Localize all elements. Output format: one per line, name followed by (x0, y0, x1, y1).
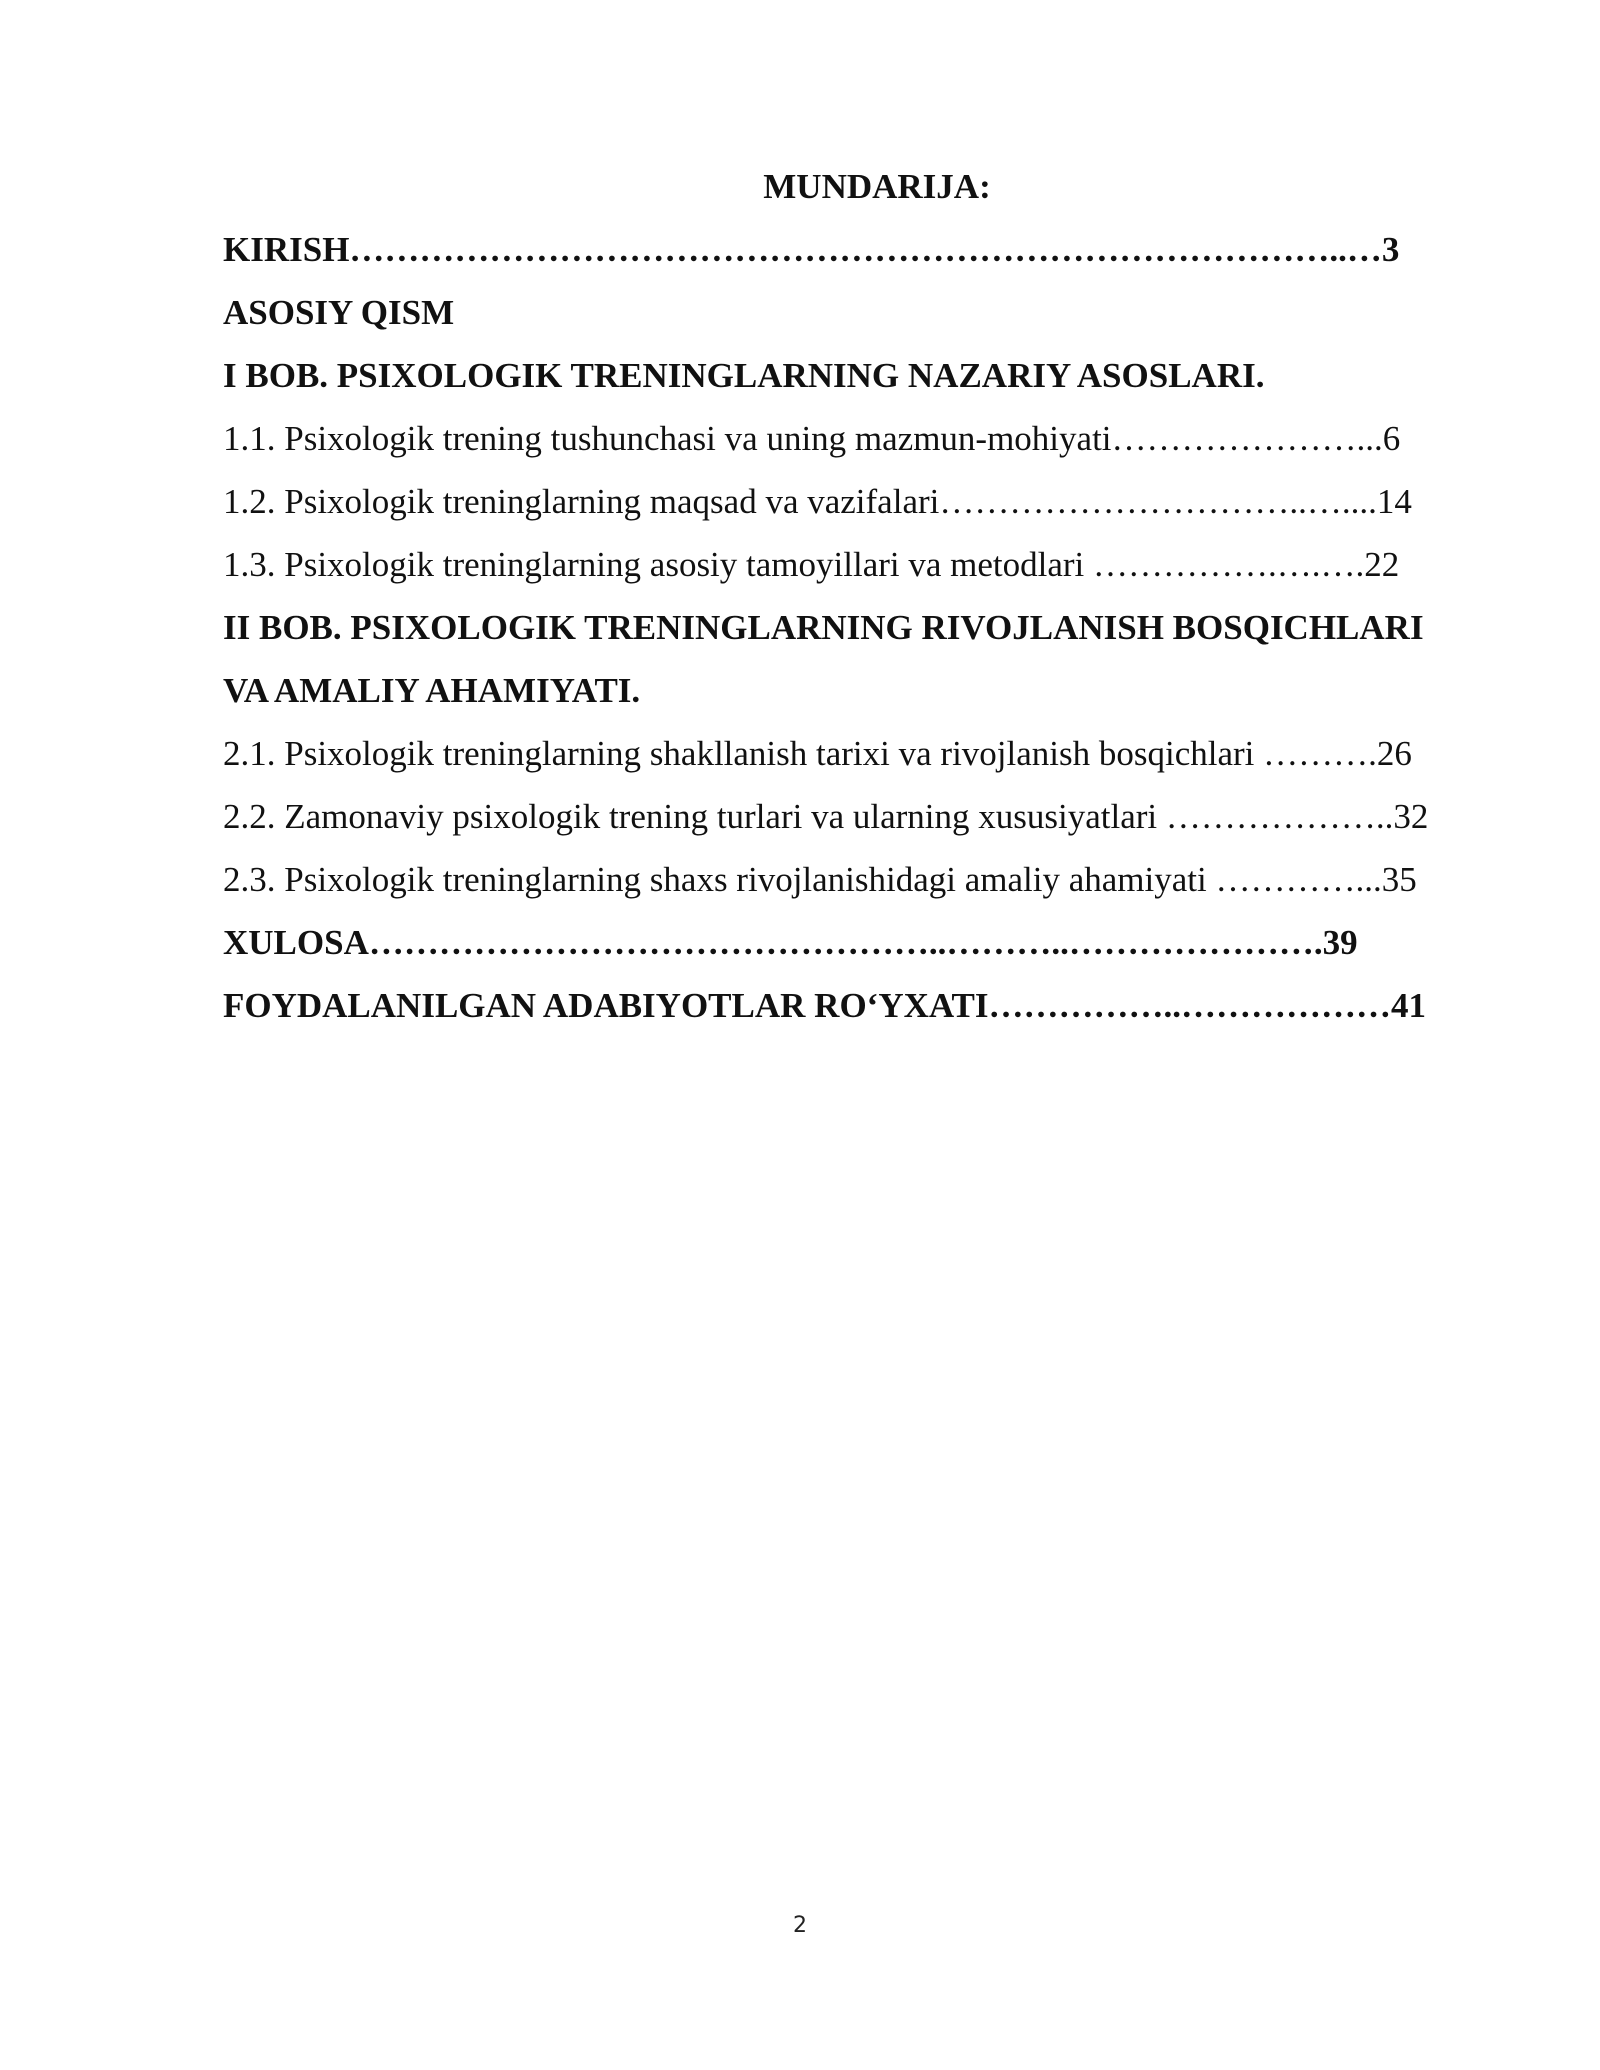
toc-entry-2-1: 2.1. Psixologik treninglarning shakllanish tarixi va rivojlanish bosqichlari ……….26 (223, 734, 1412, 773)
toc-chapter-1-heading: I BOB. PSIXOLOGIK TRENINGLARNING NAZARIY ASOSLARI. (223, 356, 1265, 395)
toc-entry-adabiyotlar: FOYDALANILGAN ADABIYOTLAR RO‘YXATI……………..………………41 (223, 986, 1427, 1025)
toc-title: MUNDARIJA: (763, 167, 991, 206)
toc-entry-1-3: 1.3. Psixologik treninglarning asosiy tamoyillari va metodlari …………….….….22 (223, 545, 1400, 584)
page-number: 2 (793, 1913, 807, 1938)
toc-entry-asosiy-qism: ASOSIY QISM (223, 293, 455, 332)
toc-entry-1-2: 1.2. Psixologik treninglarning maqsad va vazifalari…………………………..…....14 (223, 482, 1412, 521)
table-of-contents (223, 155, 1503, 1037)
toc-entry-kirish: KIRISH…………………………………………………………………………..…3 (223, 230, 1400, 269)
toc-chapter-2-heading: II BOB. PSIXOLOGIK TRENINGLARNING RIVOJLANISH BOSQICHLARI (223, 608, 1424, 647)
toc-entry-2-2: 2.2. Zamonaviy psixologik trening turlari va ularning xususiyatlari ………………..32 (223, 797, 1429, 836)
toc-chapter-2-heading-cont: VA AMALIY AHAMIYATI. (223, 671, 641, 710)
toc-entry-2-3: 2.3. Psixologik treninglarning shaxs rivojlanishidagi amaliy ahamiyati …………...35 (223, 860, 1417, 899)
toc-entry-xulosa: XULOSA…………………………………………..………..………………….39 (223, 923, 1358, 962)
toc-entry-1-1: 1.1. Psixologik trening tushunchasi va uning mazmun-mohiyati…………………...6 (223, 419, 1401, 458)
